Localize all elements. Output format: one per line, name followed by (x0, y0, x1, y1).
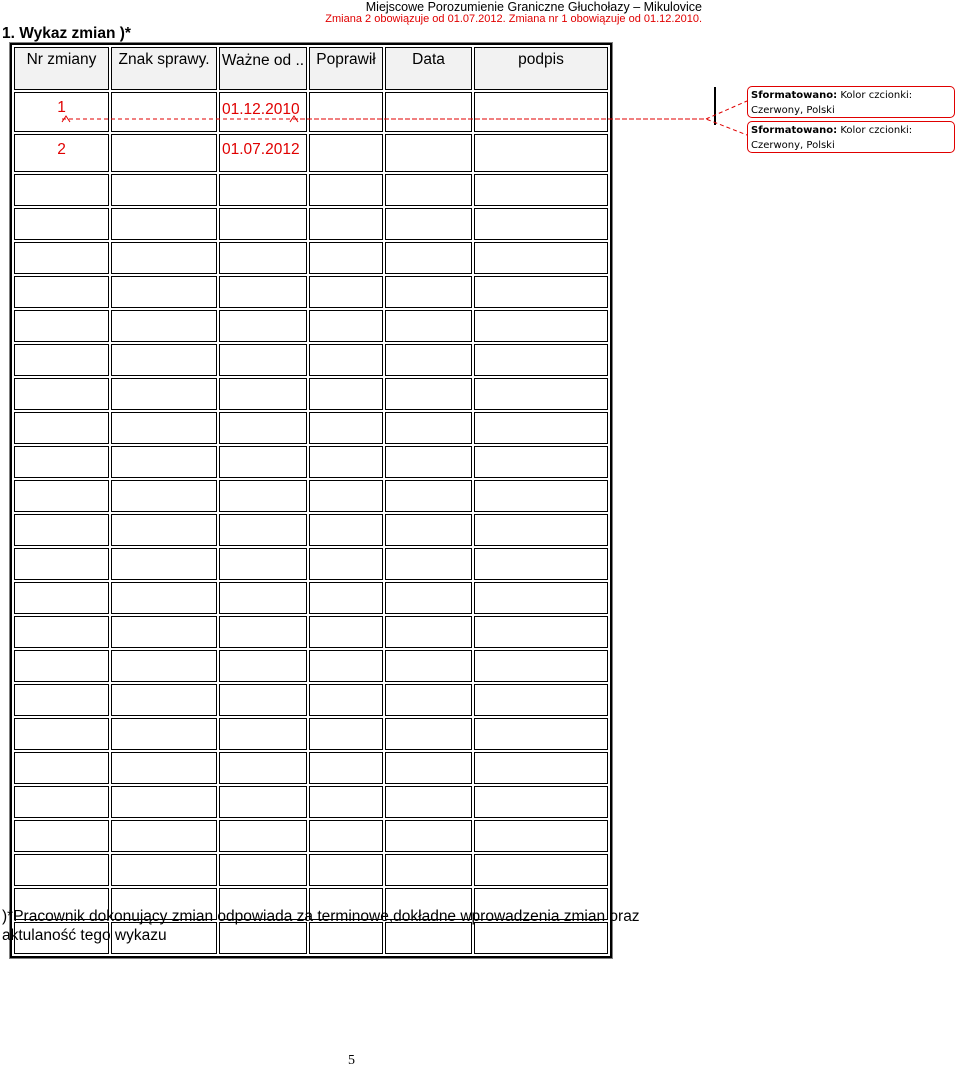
comment-text: Kolor czcionki: (840, 125, 913, 136)
cell-nr[interactable]: 2 (14, 134, 109, 172)
page-number: 5 (348, 1053, 355, 1068)
column-header-wazne: Ważne od .. (219, 47, 307, 90)
footnote: )*Pracownik dokonujący zmian odpowiada za terminowe,dokładne wprowadzenia zmian oraz aktulaność tego wykazu (2, 908, 640, 944)
comment-balloon[interactable] (747, 86, 955, 118)
comment-label: Sformatowano: (751, 90, 838, 101)
comment-text-2: Czerwony, Polski (751, 105, 835, 116)
column-header-podpis: podpis (474, 47, 608, 90)
column-header-nr: Nr zmiany (14, 47, 109, 90)
comment-text: Kolor czcionki: (840, 90, 913, 101)
cell-nr[interactable]: 1 (14, 92, 109, 132)
column-header-znak: Znak sprawy. (111, 47, 217, 90)
comment-text-2: Czerwony, Polski (751, 140, 835, 151)
comment-label: Sformatowano: (751, 125, 838, 136)
column-header-poprawil: Poprawił (309, 47, 383, 90)
document-header-subtitle: Zmiana 2 obowiązuje od 01.07.2012. Zmiana nr 1 obowiązuje od 01.12.2010. (325, 13, 702, 25)
comment-balloon[interactable] (747, 121, 955, 153)
column-header-data: Data (385, 47, 472, 90)
section-title: 1. Wykaz zmian )* (2, 25, 131, 42)
document-header-title: Miejscowe Porozumienie Graniczne Głuchołazy – Mikulovice (365, 0, 702, 14)
cell-wazne[interactable]: 01.12.2010 (219, 92, 307, 132)
comment-connector-1 (62, 101, 747, 119)
cell-wazne[interactable]: 01.07.2012 (219, 134, 307, 172)
comment-connector-2 (294, 119, 747, 135)
